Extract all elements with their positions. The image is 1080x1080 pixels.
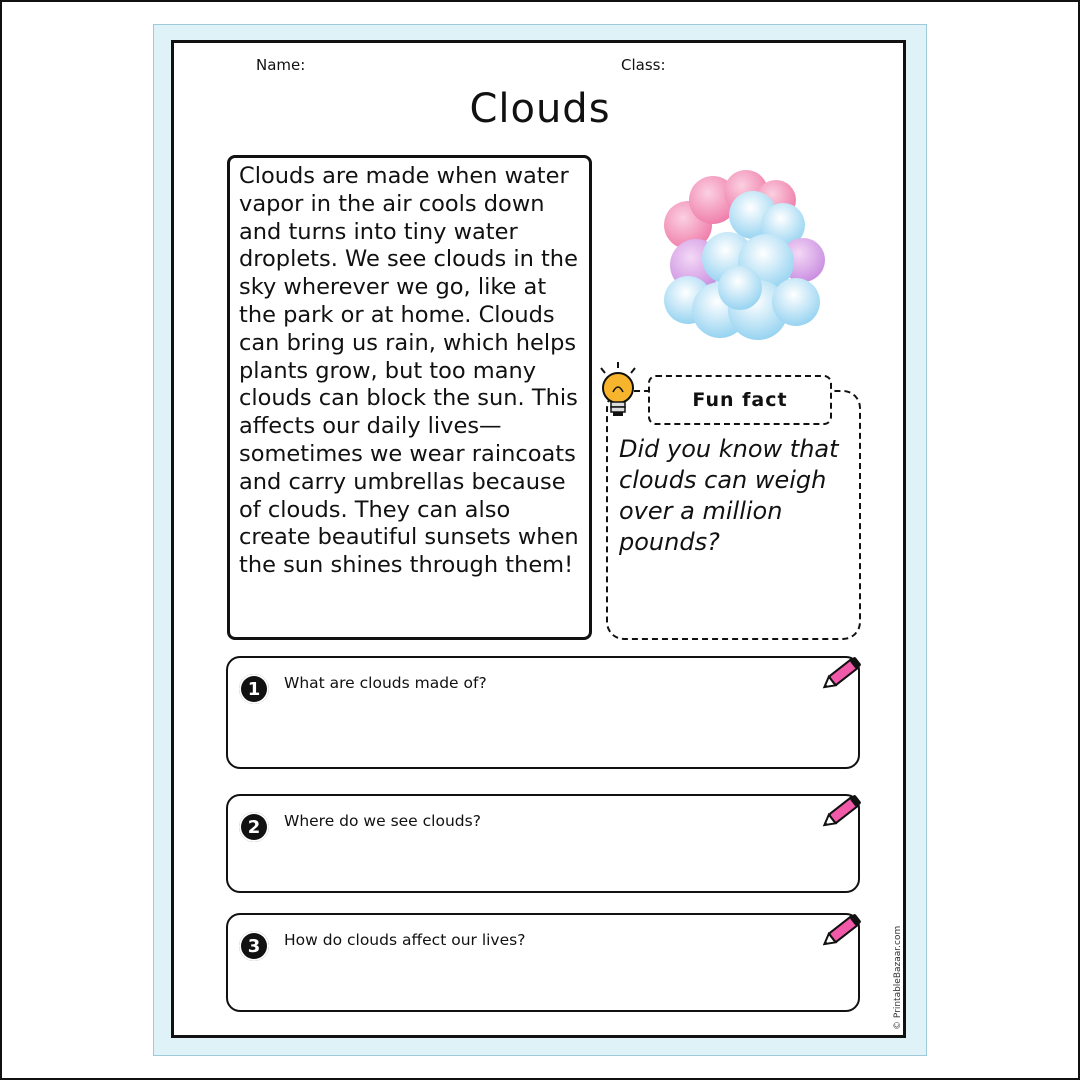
pencil-icon — [816, 907, 868, 955]
name-label: Name: — [256, 56, 306, 74]
page-title: Clouds — [469, 86, 611, 132]
question-number-badge: 1 — [239, 674, 269, 704]
cloud-illustration — [658, 170, 834, 348]
fun-fact-heading: Fun fact — [648, 375, 832, 425]
question-text: How do clouds affect our lives? — [284, 931, 526, 949]
question-3-answer-box[interactable] — [226, 913, 860, 1012]
pencil-icon — [816, 650, 868, 698]
reading-passage: Clouds are made when water vapor in the air cools down and turns into tiny water droplets. We see clouds in the sky wherever we go, like at the park or at home. Clouds can bring us rain, which helps plants grow, but too many clouds can block the sun. This affects our daily lives—sometimes we wear raincoats and carry umbrellas because of clouds. They can also create beautiful sunsets when the sun shines through them! — [227, 155, 592, 640]
lightbulb-icon — [595, 360, 641, 422]
class-label: Class: — [621, 56, 666, 74]
question-number-badge: 2 — [239, 812, 269, 842]
pencil-icon — [816, 788, 868, 836]
question-2-answer-box[interactable] — [226, 794, 860, 893]
question-text: What are clouds made of? — [284, 674, 487, 692]
question-text: Where do we see clouds? — [284, 812, 481, 830]
question-1-answer-box[interactable] — [226, 656, 860, 769]
copyright-text: © PrintableBazaar.com — [893, 925, 903, 1030]
question-number-badge: 3 — [239, 931, 269, 961]
fun-fact-text: Did you know that clouds can weigh over a million pounds? — [619, 435, 839, 556]
